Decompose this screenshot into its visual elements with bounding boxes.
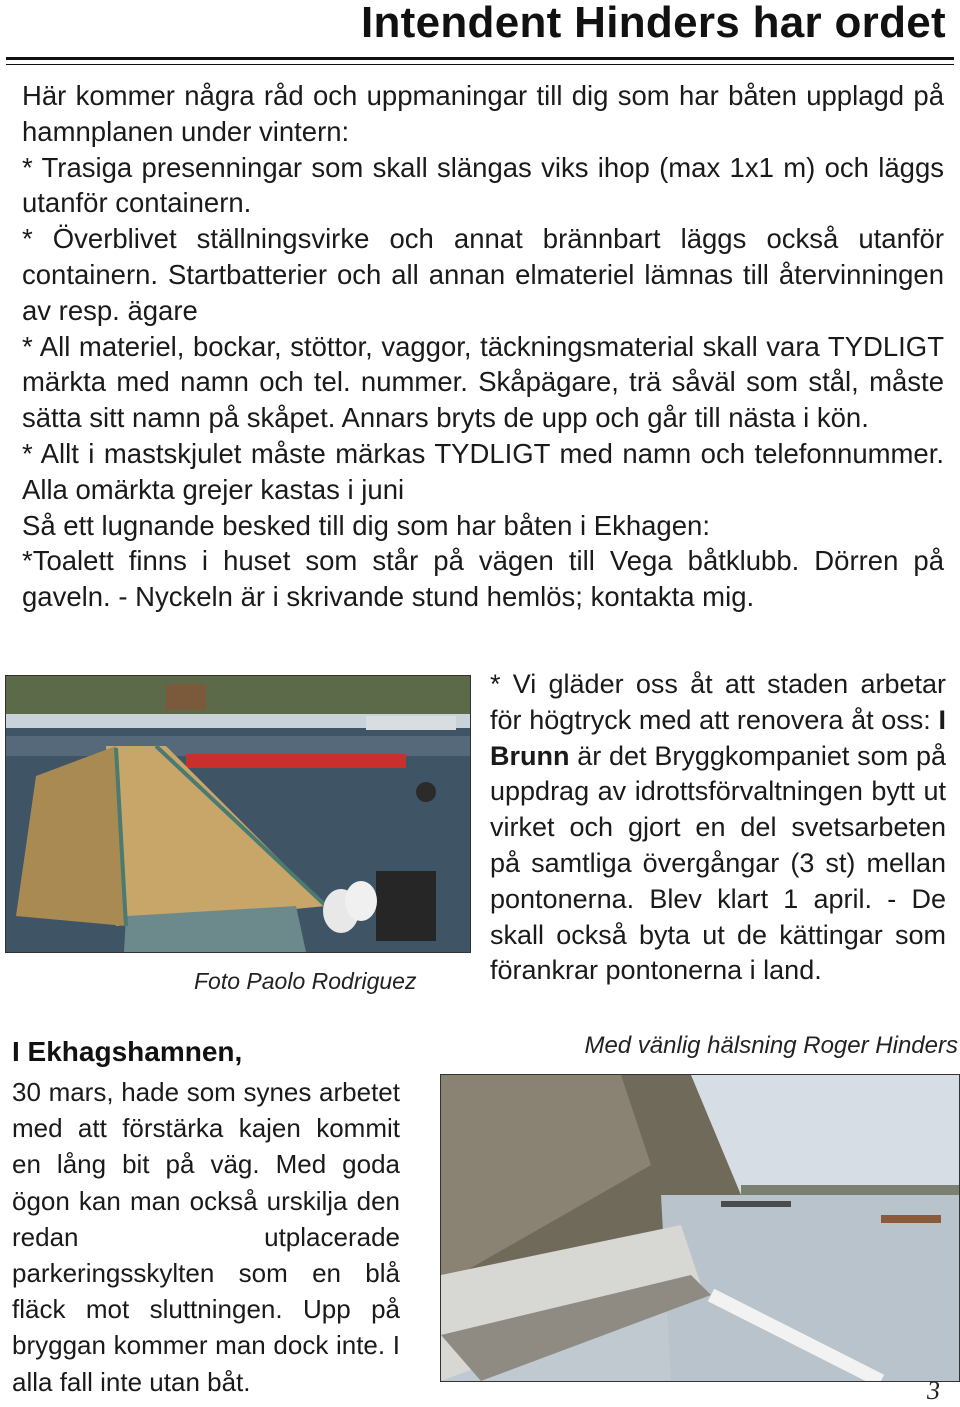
article-lead: * Vi gläder oss åt att staden arbetar för högtryck med att renovera åt oss: xyxy=(490,669,946,735)
photo-ekhagen-quay xyxy=(440,1074,960,1382)
left-article xyxy=(12,1074,400,1400)
title-rule xyxy=(6,57,954,60)
intro-text xyxy=(22,78,944,615)
article-body xyxy=(490,667,946,989)
right-article xyxy=(490,667,946,989)
title-rule-thin xyxy=(6,64,954,65)
photo-pontoon-gangway xyxy=(5,675,471,953)
article-bold: I Brunn xyxy=(490,704,946,771)
intro-paragraph: Så ett lugnande besked till dig som har båten i Ekhagen: xyxy=(22,509,710,541)
signoff: Med vänlig hälsning Roger Hinders xyxy=(584,1032,958,1059)
page-title: Intendent Hinders har ordet xyxy=(360,0,946,47)
article-rest: är det Bryggkompaniet som på uppdrag av idrottsförvaltningen bytt ut virket och gjort en del svetsarbeten på samtliga övergångar (3 st) mellan pontonerna. Blev klart 1 april. - De skall också byta ut de kättingar som förankrar pontonerna i land. xyxy=(490,740,946,986)
intro-paragraph: *Toalett finns i huset som står på vägen till Vega båtklubb. Dörren på gaveln. - Nyckeln är i skrivande stund hemlös; kontakta mig. xyxy=(22,545,944,613)
page-number: 3 xyxy=(927,1376,940,1405)
photo-credit: Foto Paolo Rodriguez xyxy=(194,968,417,994)
intro-paragraph: * Trasiga presenningar som skall slängas viks ihop (max 1x1 m) och läggs utanför containern. xyxy=(22,151,944,219)
article-body: 30 mars, hade som synes arbetet med att förstärka kajen kommit en lång bit på väg. Med goda ögon kan man också urskilja den redan utplacerade parkeringsskylten som en blå fläck mot sluttningen. Upp på bryggan kommer man dock inte. I alla fall inte utan båt. xyxy=(12,1077,400,1397)
article-heading: I Ekhagshamnen, xyxy=(12,1036,243,1067)
intro-paragraph: * Allt i mastskjulet måste märkas TYDLIGT med namn och telefonnummer. Alla omärkta grejer kastas i juni xyxy=(22,437,944,505)
intro-paragraph: Här kommer några råd och uppmaningar till dig som har båten upplagd på hamnplanen under vintern: xyxy=(22,80,944,147)
intro-paragraph: * Överblivet ställningsvirke och annat brännbart läggs också utanför containern. Startbatterier och all annan elmateriel lämnas till återvinningen av resp. ägare xyxy=(22,223,944,326)
intro-paragraph: * All materiel, bockar, stöttor, vaggor, täckningsmaterial skall vara TYDLIGT märkta med namn och tel. nummer. Skåpägare, trä såväl som stål, måste sätta sitt namn på skåpet. Annars bryts de upp och går till nästa i kön. xyxy=(22,330,944,434)
